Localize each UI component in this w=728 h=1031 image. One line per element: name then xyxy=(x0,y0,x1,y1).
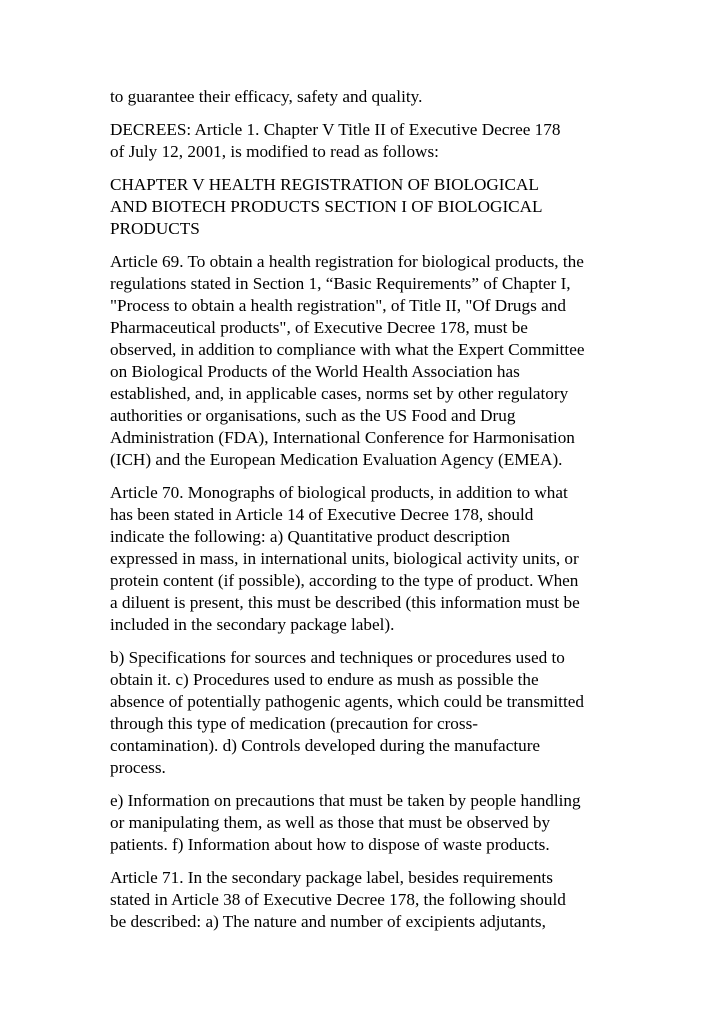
paragraph-intro: to guarantee their efficacy, safety and quality. xyxy=(110,87,423,106)
paragraph-items-e-f: e) Information on precautions that must be taken by people handling or manipulating them, as well as those that must be observed by patients. f) Information about how to dispose of waste products. xyxy=(110,791,581,854)
paragraph-article-69: Article 69. To obtain a health registration for biological products, the regulations stated in Section 1, “Basic Requirements” of Chapter I, "Process to obtain a health registration", of Title II, "Of Drugs and Pharmaceutical products", of Executive Decree 178, must be observed, in addition to compliance with what the Expert Committee on Biological Products of the World Health Association has established, and, in applicable cases, norms set by other regulatory authorities or organisations, such as the US Food and Drug Administration (FDA), International Conference for Harmonisation (ICH) and the European Medication Evaluation Agency (EMEA). xyxy=(110,252,585,469)
paragraph-decrees: DECREES: Article 1. Chapter V Title II of Executive Decree 178 of July 12, 2001, is modified to read as follows: xyxy=(110,120,561,161)
document-body xyxy=(110,86,630,944)
paragraph-items-b-d: b) Specifications for sources and techniques or procedures used to obtain it. c) Procedures used to endure as mush as possible the absence of potentially pathogenic agents, which could be transmitted through this type of medication (precaution for cross- contamination). d) Controls developed during the manufacture process. xyxy=(110,648,584,777)
paragraph-chapter-heading: CHAPTER V HEALTH REGISTRATION OF BIOLOGICAL AND BIOTECH PRODUCTS SECTION I OF BIOLOGICAL PRODUCTS xyxy=(110,175,543,238)
paragraph-article-70: Article 70. Monographs of biological products, in addition to what has been stated in Article 14 of Executive Decree 178, should indicate the following: a) Quantitative product description expressed in mass, in international units, biological activity units, or protein content (if possible), according to the type of product. When a diluent is present, this must be described (this information must be included in the secondary package label). xyxy=(110,483,580,634)
paragraph-article-71: Article 71. In the secondary package label, besides requirements stated in Article 38 of Executive Decree 178, the following should be described: a) The nature and number of excipients adjutants, xyxy=(110,868,566,931)
